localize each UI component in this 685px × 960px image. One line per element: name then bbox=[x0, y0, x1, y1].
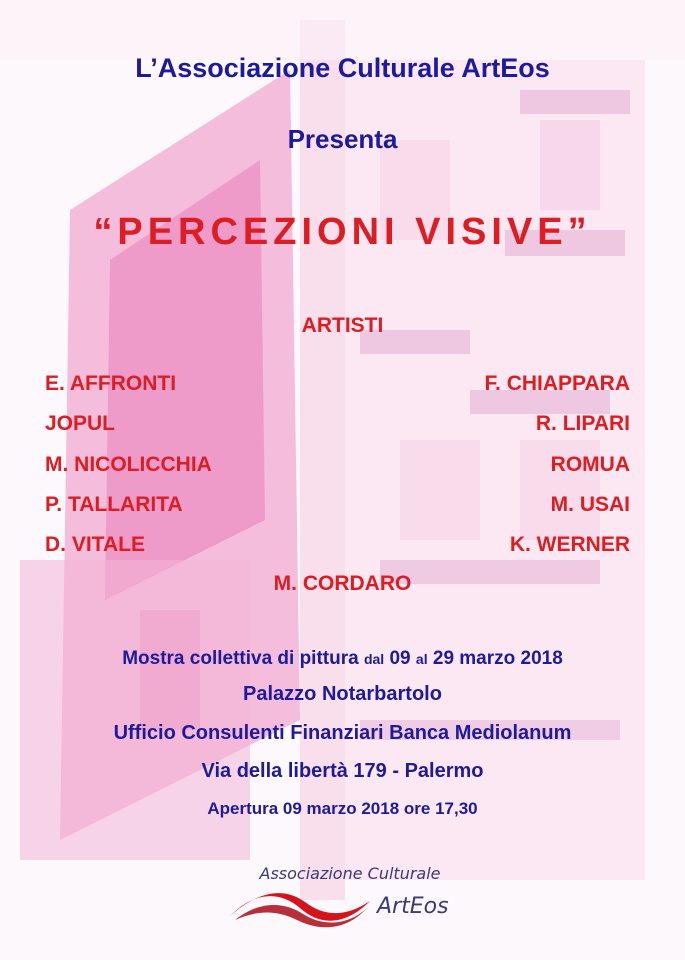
artist-name: K. WERNER bbox=[509, 533, 630, 556]
artist-name: ROMUA bbox=[550, 453, 630, 476]
exhibition-title: “PERCEZIONI VISIVE” bbox=[93, 211, 592, 253]
artist-name: M. USAI bbox=[550, 493, 630, 516]
logo-association-text: Associazione Culturale bbox=[259, 864, 441, 883]
arteos-logo bbox=[225, 864, 475, 934]
artist-name: R. LIPARI bbox=[535, 412, 630, 435]
from-day: 09 bbox=[389, 648, 411, 669]
from-word: dal bbox=[363, 651, 385, 667]
opening-time: Apertura 09 marzo 2018 ore 17,30 bbox=[207, 799, 478, 818]
exhibition-dates bbox=[0, 648, 685, 670]
show-label: Mostra collettiva di pittura bbox=[122, 648, 359, 669]
artist-name: D. VITALE bbox=[45, 533, 145, 556]
artist-name: M. NICOLICCHIA bbox=[45, 453, 212, 476]
presents-label: Presenta bbox=[287, 124, 398, 154]
address: Via della libertà 179 - Palermo bbox=[201, 760, 484, 782]
artist-name: E. AFFRONTI bbox=[45, 372, 177, 395]
artist-name: F. CHIAPPARA bbox=[484, 372, 630, 395]
artist-name: P. TALLARITA bbox=[45, 493, 183, 516]
to-date: 29 marzo 2018 bbox=[432, 648, 563, 669]
organization-title: L’Associazione Culturale ArtEos bbox=[135, 53, 550, 83]
venue: Palazzo Notarbartolo bbox=[243, 683, 442, 705]
artist-name: JOPUL bbox=[45, 412, 116, 435]
to-word: al bbox=[415, 651, 428, 667]
artist-name-center: M. CORDARO bbox=[273, 572, 412, 595]
logo-name-text: ArtEos bbox=[377, 894, 449, 919]
office: Ufficio Consulenti Finanziari Banca Mediolanum bbox=[113, 722, 572, 744]
ribbon-swoosh-icon bbox=[225, 886, 375, 931]
artists-heading: ARTISTI bbox=[301, 314, 384, 337]
